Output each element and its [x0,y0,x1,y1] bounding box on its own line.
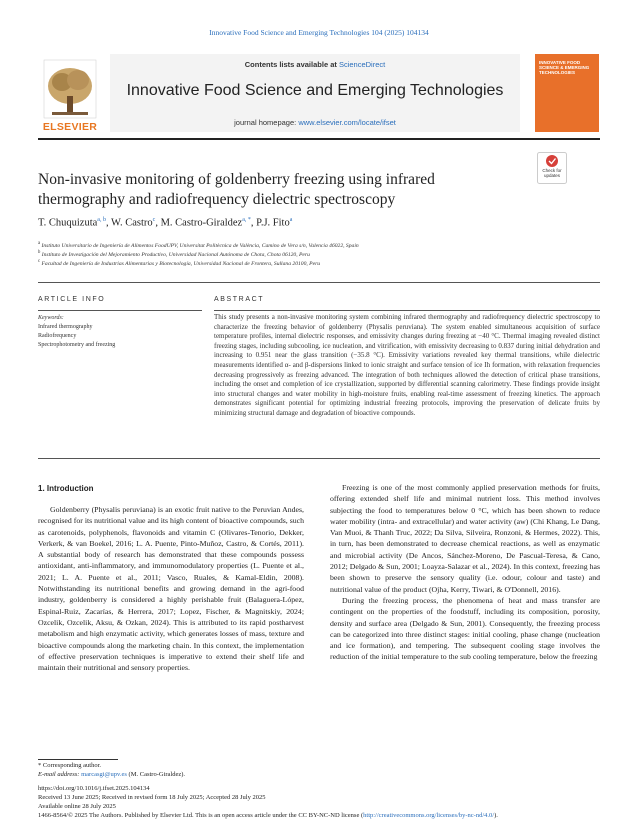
license-suffix: ). [494,812,498,819]
author-name[interactable]: P.J. Fito [256,217,290,229]
author-affil-sup[interactable]: a, * [242,217,251,223]
affiliation-sup: c [38,259,41,264]
affiliation-text: Instituto de Investigación del Mejoramiento Productivo, Universidad Nacional Autónoma de Chota, Chota 06120, Peru [41,251,310,258]
journal-cover-title: INNOVATIVE FOOD SCIENCE & EMERGING TECHNOLOGIES [539,60,590,75]
corresponding-author-note: * Corresponding author. [38,762,102,769]
header-rule [38,138,600,140]
body-paragraph: Goldenberry (Physalis peruviana) is an exotic fruit native to the Peruvian Andes, recognised for its nutritional value and its high content of bioactive compounds, such as carotenoids, polyphenols, flavonoids and vitamin C (Olivares-Tenorio, Dekker, Verkerk, & van Boekel, 2016; L. A. Puente, Pinto-Muñoz, Castro, & Cortés, 2011). A substantial body of research has demonstrated that these compounds possess antioxidant, anti-inflammatory, and immunomodulatory properties (L. Puente et al., 2021; L. A. Puente et al., 2011; Vasco, Ruales, & Kamal-Eldin, 2008). Notwithstanding its nutritional benefits and growing demand in the agri-food industry, goldenberry is considered a highly perishable fruit (Balaguera-López, Espinal-Ruiz, Zacarías, & Herrera, 2017; Lopez, Fischer, & Magnitskiy, 2024; Ozcelik, Ozcelik, Aksu, & Ozkan, 2024). This is attributed to its rapid postharvest metabolism and high enzymatic activity, which generates losses of mass, texture and bioactive compounds along the marketing chain. In this context, the implementation of effective preservation techniques is imperative to extend their shelf life and maintain their nutritional and sensory properties. [38,505,304,673]
abstract-text: This study presents a non-invasive monitoring system combining infrared thermography and radiofrequency dielectric spectroscopy to characterize the freezing behavior of goldenberry (Physalis peruviana). The system enabled simultaneous acquisition of surface temperature profiles, internal dielectric responses, and emissivity changes during freezing at −40 °C. Thermal imaging revealed distinct freezing stages, including subcooling, ice nucleation, and vitrification, with emissivity decreasing to 0.837 during initial dehydration and increasing to 0.951 near the glass transition (−35.8 °C). Emissivity variations revealed key thermal transitions, while dielectric measurements identified α- and β-dispersions linked to ionic straight and surface tension of ice Ih formation, with relaxation frequencies decreasing progressively as freezing advanced. The integration of both techniques allowed the detection of critical phase transitions, including the onset and completion of ice crystallization, supported by differential scanning calorimetry. These findings provide insight into structural changes and water mobility in high-moisture fruits, enabling real-time assessment of freezing kinetics. The approach demonstrates significant potential for optimizing industrial freezing protocols, improving the preservation of delicate fruits by minimizing structural damage and degradation of bioactive compounds. [214,313,600,417]
contents-line [110,60,520,69]
author-name[interactable]: T. Chuquizuta [38,217,98,229]
author-affil-sup[interactable]: c [152,217,156,223]
doi-link[interactable]: https://doi.org/10.1016/j.ifset.2025.104134 [38,785,150,792]
homepage-link[interactable]: www.elsevier.com/locate/ifset [298,118,396,127]
contents-prefix: Contents lists available at [244,60,339,69]
article-info-heading: ARTICLE INFO [38,296,106,303]
abstract-rule [214,310,600,311]
affiliation-sup: b [38,250,41,255]
body-column-right [330,482,600,663]
journal-homepage-line [110,118,520,127]
body-paragraph: Freezing is one of the most commonly applied preservation methods for fruits, offering extended shelf life and minimal nutrient loss. This method involves subjecting the food to temperatures below 0 °C, which has been shown to reduce water mobility (intra- and extracellular) and water activity (aw) (Chi Khang, Le Dang, Van Muoi, & Thanh Truc, 2022; Da Silva, Silveira, Ronzoni, & Hermes, 2022). This, in turn, has been demonstrated to decrease chemical reactions, as well as enzymatic and microbial activity (De Ancos, Sánchez-Moreno, De Pascual-Teresa, & Cano, 2012; Delgado & Sun, 2001; Loayza-Salazar et al., 2024). In this context, freezing has been shown to preserve the sensory quality (i.e. odour, colour and taste) and nutritional value of the product (Ojha, Kerry, Tiwari, & O'Donnell, 2016). [330,483,600,594]
introduction-heading: 1. Introduction [38,484,94,493]
keyword: Radiofrequency [38,333,77,339]
abstract-end-rule [38,458,600,459]
author-name[interactable]: W. Castro [111,217,153,229]
received-dates: Received 13 June 2025; Received in revised form 18 July 2025; Accepted 28 July 2025 [38,794,266,801]
affiliation [38,250,598,258]
email-suffix: (M. Castro-Giraldez). [126,771,186,778]
publisher-name: ELSEVIER [42,121,98,133]
author-list: T. Chuquizuta$^{a, b}$, W. Castro$^c$, M. Castro-Giraldez$^{a, *}$, P.J. Fito$^a$ [38,217,293,229]
check-for-updates-label[interactable]: Check for updates [542,168,562,178]
email-line [38,771,185,778]
footnote-rule [38,759,118,760]
journal-citation-line[interactable]: Innovative Food Science and Emerging Technologies 104 (2025) 104134 [209,28,429,37]
homepage-prefix: journal homepage: [234,118,299,127]
license-link[interactable]: http://creativecommons.org/licenses/by-nc-nd/4.0/ [363,812,495,819]
affiliation-sup: a [38,241,41,246]
available-online-date: Available online 28 July 2025 [38,803,116,810]
section-rule [38,282,600,283]
email-label: E-mail address: [38,771,82,778]
keywords-label: Keywords: [38,315,64,321]
email-link[interactable]: marcasgi@upv.es [81,771,127,778]
keyword: Infrared thermography [38,324,93,330]
affiliation-text: Facultad de Ingeniería de Industrias Alimentarias y Biotecnología, Universidad Nacional de Frontera, Sullana 20100, Peru [41,260,321,267]
affiliation-text: Instituto Universitario de Ingeniería de Alimentos FoodUPV, Universitat Politècnica de València, Camino de Vera s/n, Valencia 46022, Spain [41,242,359,249]
keyword: Spectrophotometry and freezing [38,342,116,348]
body-paragraph: During the freezing process, the phenomena of heat and mass transfer are contingent on the properties of the foodstuff, including its composition, porosity, density and surface area (Delgado & Sun, 2001). Consequently, the freezing process can be categorized into three distinct stages: initial cooling, phase change (nucleation and ice formation), and tempering. The subsequent cooling stage involves the reduction of the initial temperature to the sub cooling temperature, below the freezing [330,595,600,662]
keywords-rule [38,310,202,311]
affiliation [38,241,598,249]
affiliation [38,259,598,267]
sciencedirect-link[interactable]: ScienceDirect [338,60,386,69]
article-title: Non-invasive monitoring of goldenberry freezing using infrared thermography and radiofrequency dielectric spectroscopy [38,171,435,208]
license-prefix: 1466-8564/© 2025 The Authors. Published by Elsevier Ltd. This is an open access article under the CC BY-NC-ND license ( [38,812,364,819]
author-affil-sup[interactable]: a, b [97,217,106,223]
body-column-left [38,504,304,673]
author-name[interactable]: M. Castro-Giraldez [160,217,243,229]
author-affil-sup[interactable]: a [289,217,293,223]
license-line [38,812,598,821]
journal-name: Innovative Food Science and Emerging Technologies [126,82,504,99]
abstract-heading: ABSTRACT [214,296,265,303]
